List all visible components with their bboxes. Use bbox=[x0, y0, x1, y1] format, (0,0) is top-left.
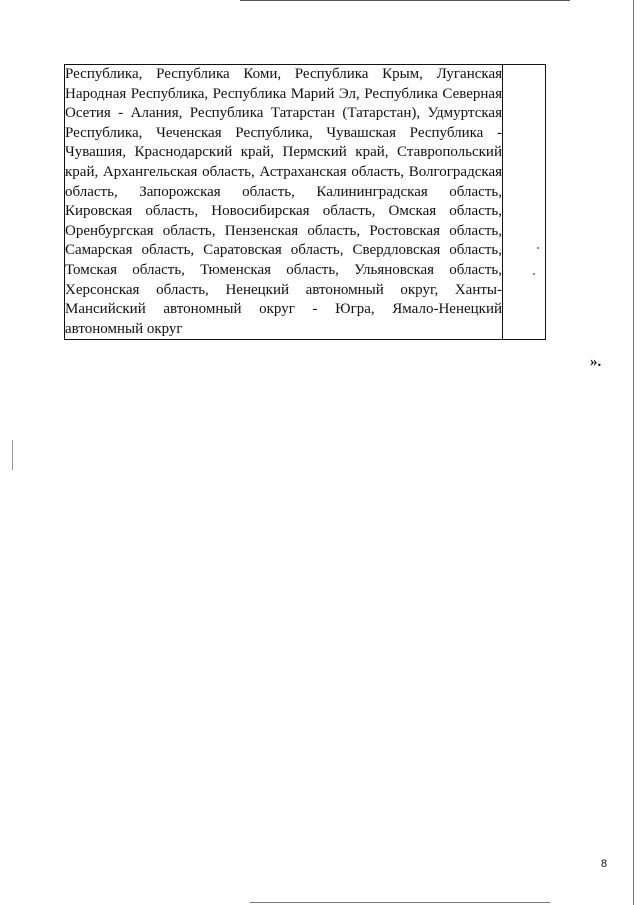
table-row bbox=[65, 65, 546, 340]
regions-text-cell bbox=[65, 65, 503, 340]
closing-quote: ». bbox=[590, 354, 602, 370]
scan-speck bbox=[537, 247, 539, 249]
scan-speck bbox=[533, 273, 535, 275]
scan-edge-top bbox=[240, 0, 570, 1]
scan-edge-bottom bbox=[250, 902, 550, 903]
page-number: 8 bbox=[601, 858, 608, 870]
regions-table bbox=[64, 64, 546, 340]
region-list-text: Республика, Республика Коми, Республика Крым, Луганская Народная Республика, Республика Марий Эл, Республика Северная Осетия - Алания, Республика Татарстан (Татарстан), Удмуртская Республика, Чеченская Республика, Чувашская Республика - Чувашия, Краснодарский край, Пермский край, Ставропольский край, Архангельская область, Астраханская область, Волгоградская область, Запорожская область, Калининградская область, Кировская область, Новосибирская область, Омская область, Оренбургская область, Пензенская область, Ростовская область, Самарская область, Саратовская область, Свердловская область, Томская область, Тюменская область, Ульяновская область, Херсонская область, Ненецкий автономный округ, Ханты-Мансийский автономный округ - Югра, Ямало-Ненецкий автономный округ bbox=[65, 66, 502, 337]
scan-edge-right bbox=[633, 0, 634, 905]
empty-cell bbox=[503, 65, 546, 340]
scan-edge-left bbox=[12, 440, 13, 470]
